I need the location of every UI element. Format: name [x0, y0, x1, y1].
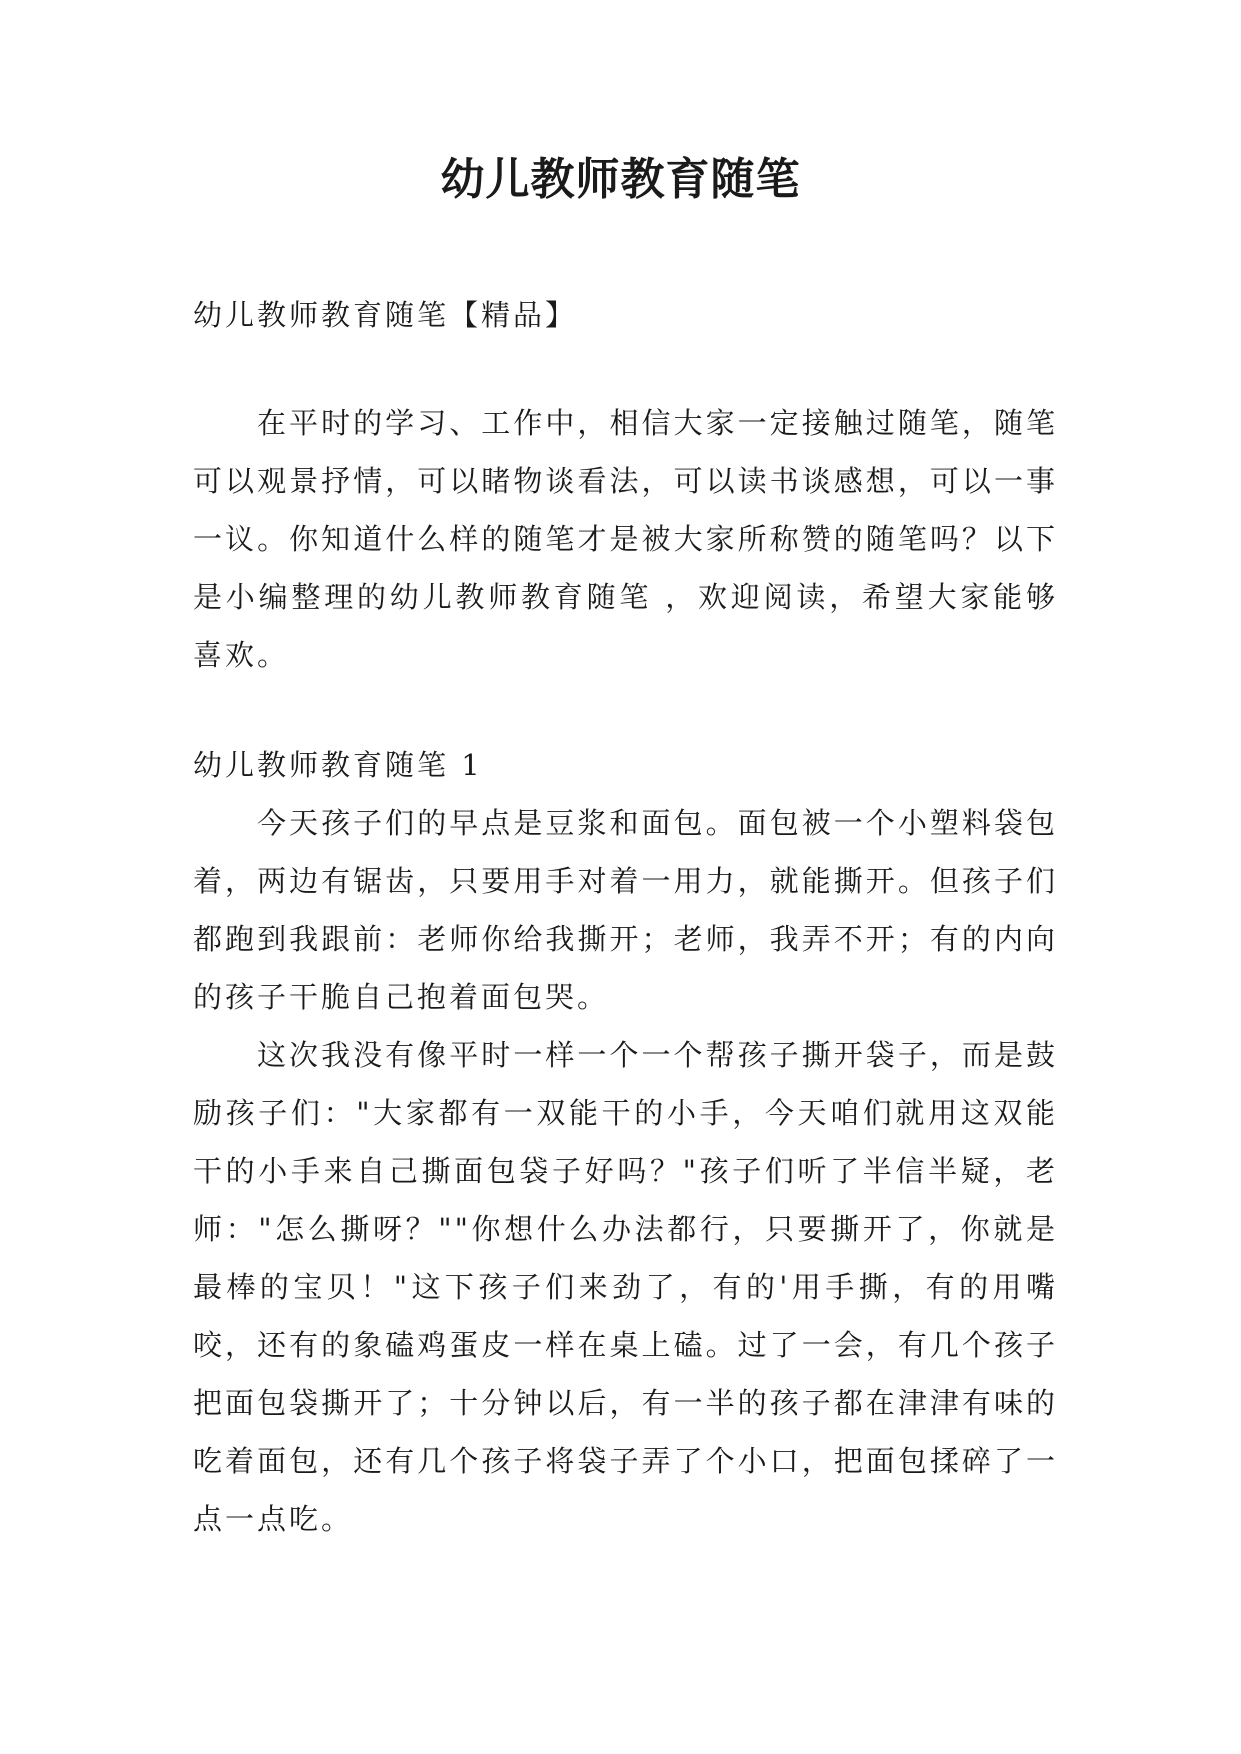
document-body [193, 286, 1058, 1548]
document-subtitle: 幼儿教师教育随笔【精品】 [193, 298, 578, 332]
spacer [193, 344, 1058, 394]
body-paragraph: 这次我没有像平时一样一个一个帮孩子撕开袋子，而是鼓励孩子们："大家都有一双能干的小手，今天咱们就用这双能干的小手来自己撕面包袋子好吗？"孩子们听了半信半疑，老师："怎么撕呀？""你想什么办法都行，只要撕开了，你就是最棒的宝贝！"这下孩子们来劲了，有的'用手撕，有的用嘴咬，还有的象磕鸡蛋皮一样在桌上磕。过了一会，有几个孩子把面包袋撕开了；十分钟以后，有一半的孩子都在津津有味的吃着面包，还有几个孩子将袋子弄了个小口，把面包揉碎了一点一点吃。 [193, 1038, 1058, 1536]
spacer [193, 684, 1058, 736]
intro-paragraph: 在平时的学习、工作中，相信大家一定接触过随笔，随笔可以观景抒情，可以睹物谈看法，可以读书谈感想，可以一事一议。你知道什么样的随笔才是被大家所称赞的随笔吗？以下是小编整理的幼儿教师教育随笔 ，欢迎阅读，希望大家能够喜欢。 [193, 406, 1058, 672]
body-paragraph: 今天孩子们的早点是豆浆和面包。面包被一个小塑料袋包着，两边有锯齿，只要用手对着一用力，就能撕开。但孩子们都跑到我跟前：老师你给我撕开；老师，我弄不开；有的内向的孩子干脆自己抱着面包哭。 [193, 806, 1058, 1014]
document-title: 幼儿教师教育随笔 [440, 154, 801, 205]
section-heading: 幼儿教师教育随笔 1 [193, 748, 483, 782]
